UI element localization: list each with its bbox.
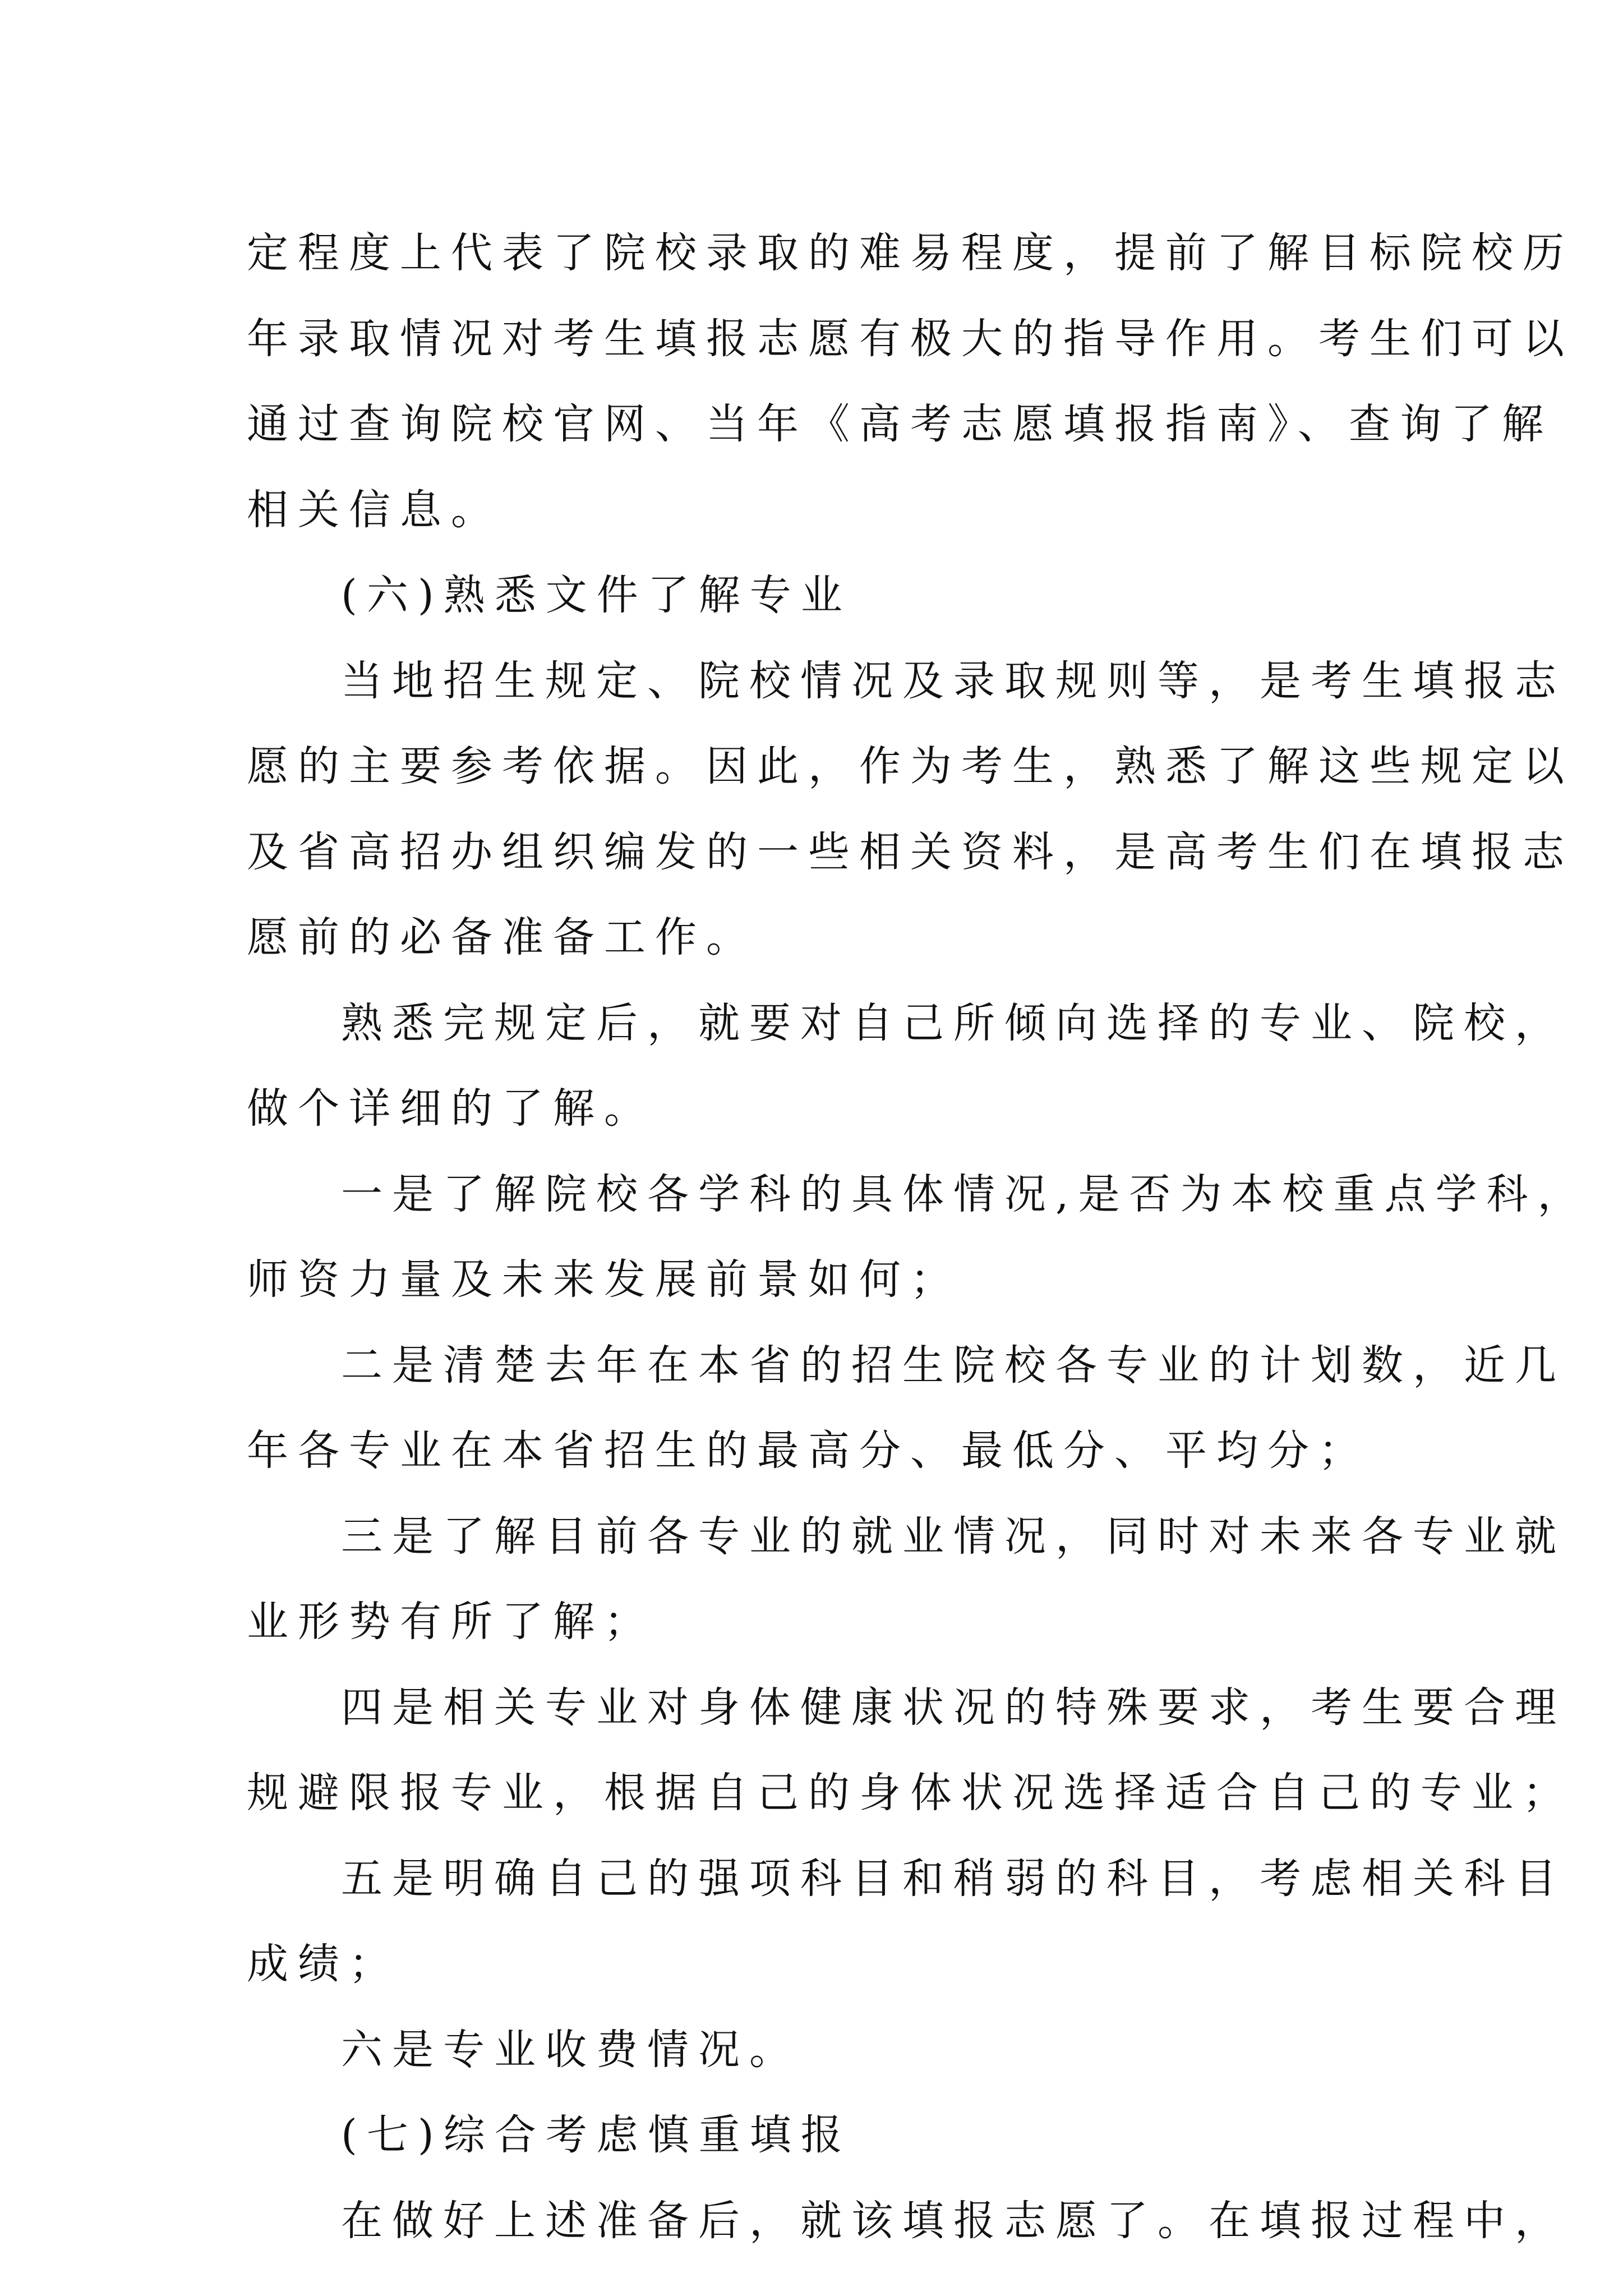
text-line-19: 规避限报专业，根据自己的身体状况选择适合自己的专业； <box>247 1769 1574 1817</box>
list-item-three: 三是了解目前各专业的就业情况，同时对未来各专业就 <box>341 1512 1566 1561</box>
text-line-24: 在做好上述准备后，就该填报志愿了。在填报过程中， <box>341 2196 1566 2245</box>
section-heading-six: (六)熟悉文件了解专业 <box>341 571 852 619</box>
text-line-10: 熟悉完规定后，就要对自己所倾向选择的专业、院校， <box>341 999 1566 1047</box>
text-line-17: 业形势有所了解； <box>247 1598 655 1646</box>
list-item-six: 六是专业收费情况。 <box>341 2025 800 2074</box>
text-line-13: 师资力量及未来发展前景如何； <box>247 1255 961 1304</box>
text-line-1: 定程度上代表了院校录取的难易程度，提前了解目标院校历 <box>247 229 1574 277</box>
list-item-four: 四是相关专业对身体健康状况的特殊要求，考生要合理 <box>341 1683 1566 1732</box>
text-line-8: 及省高招办组织编发的一些相关资料，是高考生们在填报志 <box>247 827 1574 876</box>
text-line-4: 相关信息。 <box>247 485 502 534</box>
text-line-11: 做个详细的了解。 <box>247 1084 655 1133</box>
text-line-21: 成绩； <box>247 1940 400 1988</box>
section-heading-seven: (七)综合考虑慎重填报 <box>341 2111 852 2159</box>
list-item-five: 五是明确自己的强项科目和稍弱的科目，考虑相关科目 <box>341 1854 1566 1903</box>
text-line-7: 愿的主要参考依据。因此，作为考生，熟悉了解这些规定以 <box>247 742 1574 790</box>
list-item-two: 二是清楚去年在本省的招生院校各专业的计划数，近几 <box>341 1341 1566 1389</box>
text-line-15: 年各专业在本省招生的最高分、最低分、平均分； <box>247 1427 1370 1475</box>
text-line-2: 年录取情况对考生填报志愿有极大的指导作用。考生们可以 <box>247 314 1574 363</box>
text-line-6: 当地招生规定、院校情况及录取规则等，是考生填报志 <box>341 656 1566 705</box>
text-line-9: 愿前的必备准备工作。 <box>247 913 757 961</box>
list-item-one: 一是了解院校各学科的具体情况,是否为本校重点学科， <box>341 1170 1589 1218</box>
document-body <box>247 210 1589 2263</box>
text-line-3: 通过查询院校官网、当年《高考志愿填报指南》、查询了解 <box>247 400 1553 448</box>
